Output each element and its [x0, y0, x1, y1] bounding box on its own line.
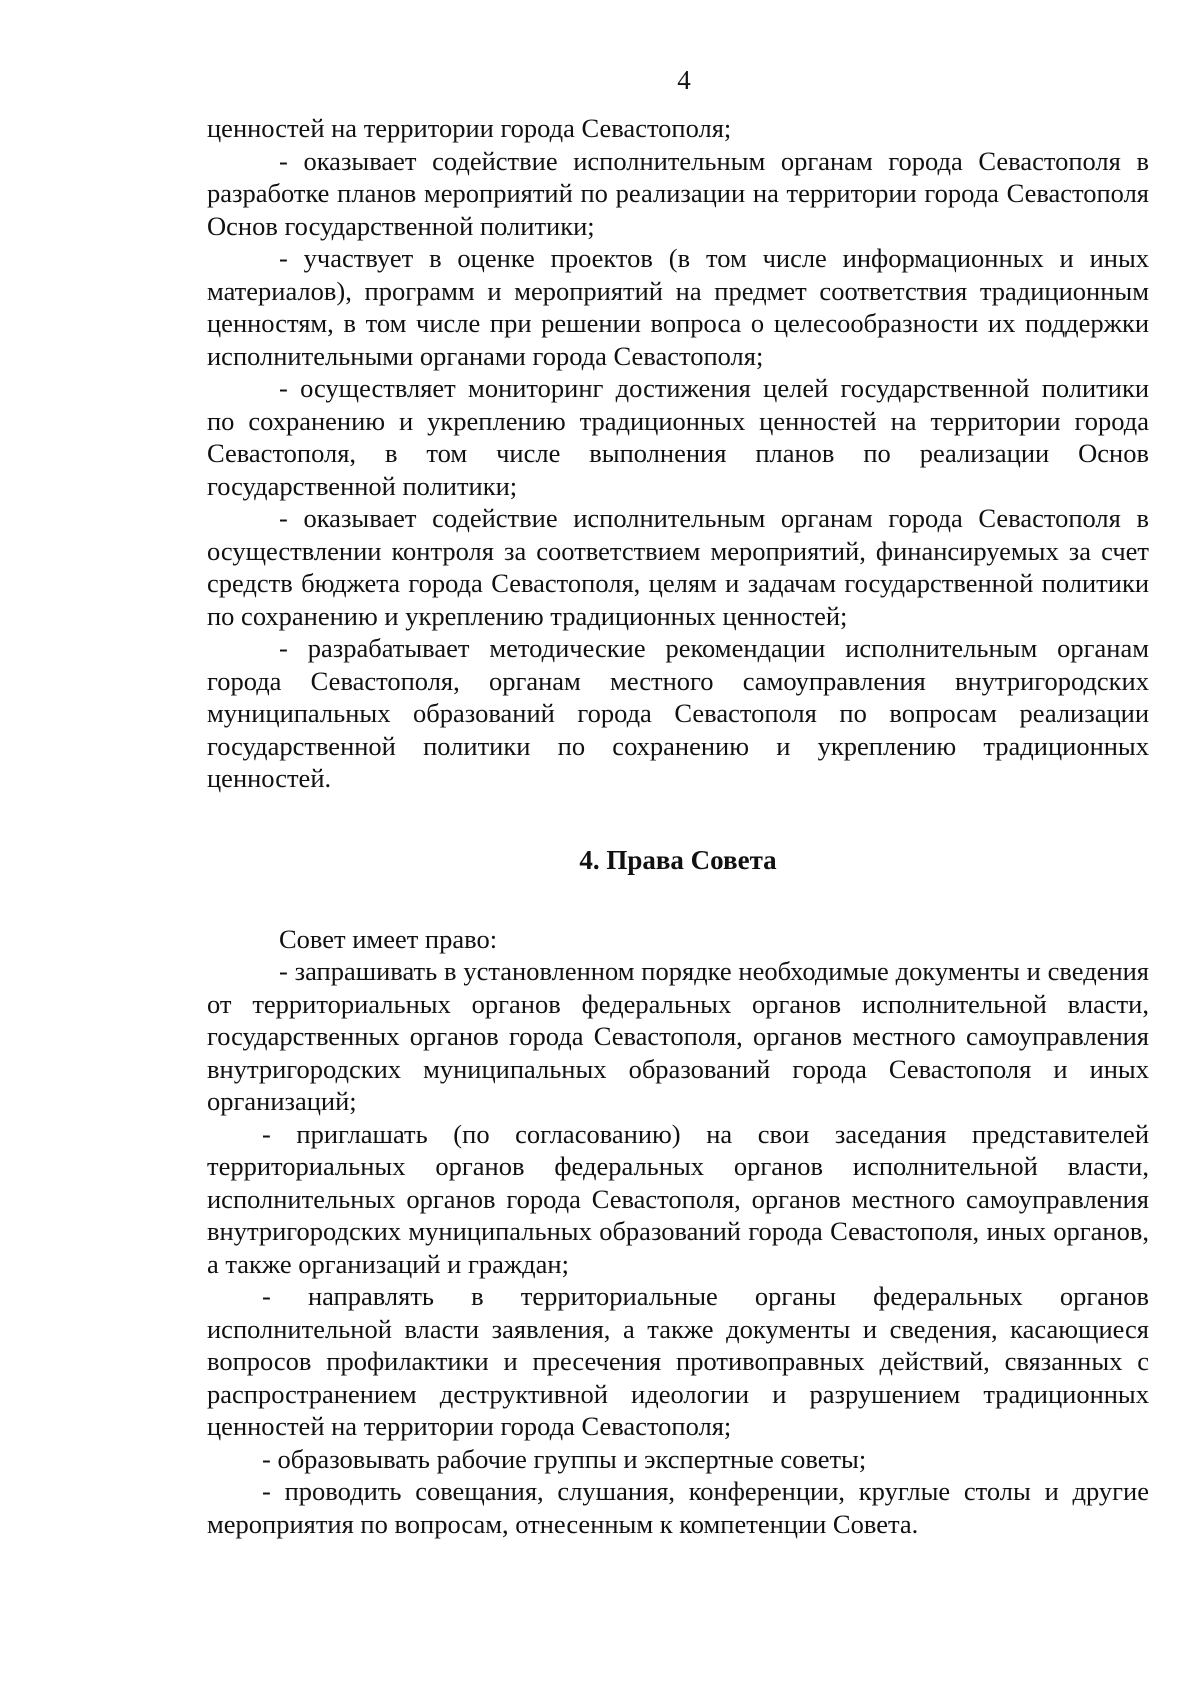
list-item-paragraph: - запрашивать в установленном порядке необходимые документы и сведения от территориальных органов федеральных органов исполнительной власти, государственных органов города Севастополя, органов местного самоуправления внутригородских муниципальных образований города Севастополя и иных организаций;	[207, 956, 1149, 1116]
section-heading: 4. Права Совета	[579, 844, 777, 875]
list-item-paragraph: - осуществляет мониторинг достижения целей государственной политики по сохранению и укреплению традиционных ценностей на территории города Севастополя, в том числе выполнения планов по реализации Основ государственной политики;	[207, 373, 1149, 501]
list-item-paragraph: - оказывает содействие исполнительным органам города Севастополя в осуществлении контроля за соответствием мероприятий, финансируемых за счет средств бюджета города Севастополя, целям и задачам государственной политики по сохранению и укреплению традиционных ценностей;	[207, 503, 1149, 631]
list-item-paragraph: - приглашать (по согласованию) на свои заседания представителей территориальных органов федеральных органов исполнительной власти, исполнительных органов города Севастополя, органов местного самоуправления внутригородских муниципальных образований города Севастополя, иных органов, а также организаций и граждан;	[207, 1118, 1149, 1279]
list-item-paragraph: - направлять в территориальные органы федеральных органов исполнительной власти заявления, а также документы и сведения, касающиеся вопросов профилактики и пресечения противоправных действий, связанных с распространением деструктивной идеологии и разрушением традиционных ценностей на территории города Севастополя;	[207, 1281, 1149, 1441]
list-item-paragraph: - участвует в оценке проектов (в том числе информационных и иных материалов), программ и мероприятий на предмет соответствия традиционным ценностям, в том числе при решении вопроса о целесообразности их поддержки исполнительными органами города Севастополя;	[207, 243, 1149, 371]
section-intro: Совет имеет право:	[279, 923, 498, 954]
list-item-paragraph: - разрабатывает методические рекомендации исполнительным органам города Севастополя, органам местного самоуправления внутригородских муниципальных образований города Севастополя по вопросам реализации государственной политики по сохранению и укреплению традиционных ценностей.	[207, 633, 1149, 793]
list-item-paragraph: - образовывать рабочие группы и экспертные советы;	[262, 1443, 867, 1474]
document-body	[207, 112, 1149, 1540]
paragraph-continuation: ценностей на территории города Севастополя;	[207, 113, 732, 143]
list-item-paragraph: - проводить совещания, слушания, конференции, круглые столы и другие мероприятия по вопросам, отнесенным к компетенции Совета.	[207, 1476, 1149, 1539]
page-number: 4	[677, 65, 691, 95]
list-item-paragraph: - оказывает содействие исполнительным органам города Севастополя в разработке планов мероприятий по реализации на территории города Севастополя Основ государственной политики;	[207, 145, 1149, 241]
